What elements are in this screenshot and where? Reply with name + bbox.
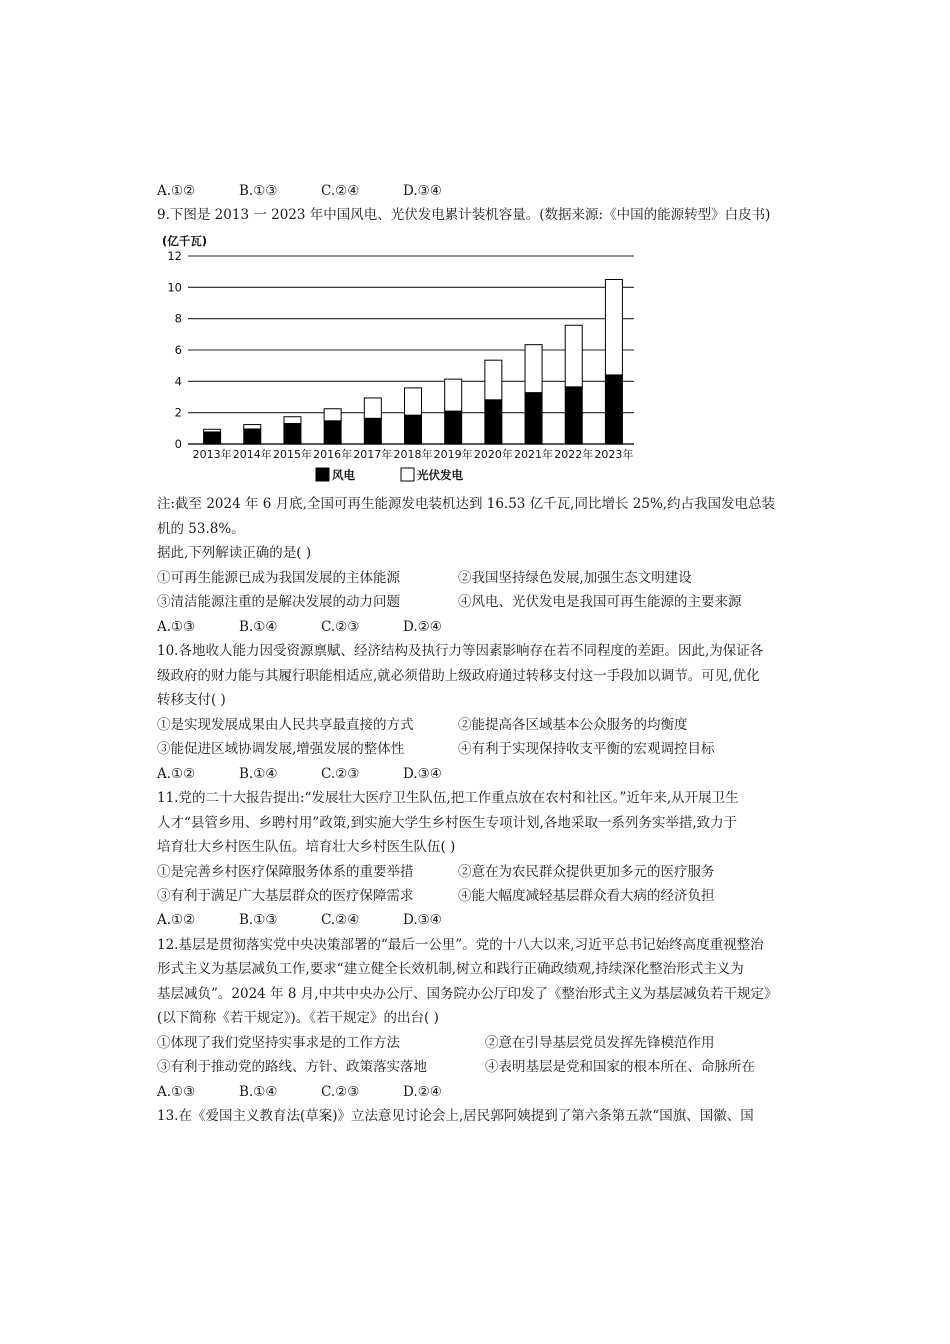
- q9-stem: 9.下图是 2013 一 2023 年中国风电、光伏发电累计装机容量。(数据来源:《中国的能源转型》白皮书): [157, 207, 771, 223]
- q10-statement-3: ③能促进区域协调发展,增强发展的整体性: [157, 741, 405, 757]
- q8-option-b: B.①③: [239, 183, 278, 199]
- bar-solar: [605, 280, 622, 375]
- q12-statement-3: ③有利于推动党的路线、方针、政策落实落地: [157, 1059, 427, 1075]
- bar-wind: [525, 393, 542, 444]
- x-tick-label: 2021年: [514, 448, 554, 461]
- q8-options: [157, 182, 442, 200]
- q9-options: [157, 618, 442, 636]
- q12-statement-2: ②意在引导基层党员发挥先锋模范作用: [485, 1035, 715, 1051]
- x-tick-label: 2018年: [393, 448, 433, 461]
- y-tick-label: 8: [174, 311, 182, 326]
- x-tick-label: 2016年: [313, 448, 353, 461]
- bar-solar: [445, 379, 462, 411]
- y-tick-label: 6: [174, 343, 182, 357]
- q12-option-b: B.①④: [239, 1084, 278, 1100]
- q10-statement-2: ②能提高各区域基本公众服务的均衡度: [458, 717, 688, 733]
- q12-options: [157, 1083, 442, 1101]
- y-axis-label: (亿千瓦): [162, 234, 208, 248]
- q8-option-a: A.①②: [157, 183, 196, 199]
- q9-option-d: D.②④: [403, 619, 442, 635]
- bar-solar: [284, 417, 301, 424]
- q11-statement-3: ③有利于满足广大基层群众的医疗保障需求: [157, 888, 414, 904]
- x-tick-label: 2013年: [192, 448, 232, 461]
- x-tick-label: 2014年: [232, 448, 272, 461]
- q9-question: 据此,下列解读正确的是( ): [157, 545, 312, 561]
- q10-line3: 转移支付( ): [157, 692, 226, 708]
- bar-solar: [244, 425, 261, 429]
- x-tick-label: 2017年: [353, 448, 393, 461]
- chart-bars: [204, 280, 623, 445]
- q11-options: [157, 911, 442, 929]
- x-tick-label: 2023年: [594, 448, 634, 461]
- bar-solar: [565, 325, 582, 387]
- chart-categories: [193, 447, 634, 461]
- q12-statements-row1: [157, 1034, 715, 1052]
- x-tick-label: 2015年: [272, 448, 312, 461]
- q9-statements-row1: [157, 569, 692, 587]
- q11-option-b: B.①③: [239, 912, 278, 928]
- q9-note-line2: 机的 53.8%。: [157, 521, 245, 537]
- capacity-chart: [160, 232, 640, 488]
- chart-legend: [316, 468, 463, 482]
- bar-solar: [204, 429, 221, 432]
- q11-statements-row1: [157, 863, 715, 881]
- bar-wind: [324, 421, 341, 444]
- bar-wind: [244, 429, 261, 444]
- legend-label-wind: 风电: [332, 468, 355, 482]
- bar-wind: [445, 411, 462, 444]
- bar-wind: [485, 400, 502, 444]
- q12-line3: 基层减负”。2024 年 8 月,中共中央办公厅、国务院办公厅印发了《整治形式主义为基层减负若干规定》: [157, 986, 778, 1002]
- x-tick-label: 2022年: [554, 448, 594, 461]
- q11-line1: 11.党的二十大报告提出:“发展壮大医疗卫生队伍,把工作重点放在农村和社区。”近年来,从开展卫生: [157, 790, 739, 806]
- q9-option-c: C.②③: [321, 619, 360, 635]
- q9-statement-3: ③清洁能源注重的是解决发展的动力问题: [157, 594, 400, 610]
- y-tick-label: 4: [174, 374, 182, 389]
- q10-option-a: A.①②: [157, 766, 196, 782]
- q12-statement-4: ④表明基层是党和国家的根本所在、命脉所在: [485, 1059, 755, 1075]
- q9-statement-4: ④风电、光伏发电是我国可再生能源的主要来源: [458, 594, 742, 610]
- q8-option-c: C.②④: [321, 183, 360, 199]
- q13-line1: 13.在《爱国主义教育法(草案)》立法意见讨论会上,居民郭阿姨提到了第六条第五款“国旗、国徽、国: [157, 1108, 754, 1124]
- y-tick-label: 0: [174, 437, 182, 451]
- bar-wind: [284, 423, 301, 444]
- bar-wind: [364, 418, 381, 444]
- bar-wind: [405, 415, 422, 444]
- q10-line1: 10.各地收人能力因受资源禀赋、经济结构及执行力等因素影响存在若不同程度的差距。因此,为保证各: [157, 643, 764, 659]
- q10-statement-4: ④有利于实现保持收支平衡的宏观调控目标: [458, 741, 715, 757]
- q11-statements-row2: [157, 887, 715, 905]
- legend-label-solar: 光伏发电: [417, 468, 463, 482]
- q12-line4: (以下简称《若干规定》)。《若干规定》的出台( ): [157, 1010, 439, 1026]
- q9-option-a: A.①③: [157, 619, 196, 635]
- q10-option-d: D.③④: [403, 766, 442, 782]
- q9-note-line1: 注:截至 2024 年 6 月底,全国可再生能源发电装机达到 16.53 亿千瓦,同比增长 25%,约占我国发电总装: [157, 496, 776, 512]
- q9-option-b: B.①④: [239, 619, 278, 635]
- bar-solar: [405, 388, 422, 415]
- q10-line2: 级政府的财力能与其履行职能相适应,就必须借助上级政府通过转移支付这一手段加以调节。可见,优化: [157, 668, 760, 684]
- q10-option-c: C.②③: [321, 766, 360, 782]
- q11-statement-2: ②意在为农民群众提供更加多元的医疗服务: [458, 864, 715, 880]
- q12-option-a: A.①③: [157, 1084, 196, 1100]
- y-tick-label: 10: [167, 280, 182, 295]
- q11-option-d: D.③④: [403, 912, 442, 928]
- bar-wind: [565, 387, 582, 444]
- q11-line2: 人才“县管乡用、乡聘村用”政策,到实施大学生乡村医生专项计划,各地采取一系列务实举措,致力于: [157, 815, 738, 831]
- q11-option-c: C.②④: [321, 912, 360, 928]
- q9-statement-1: ①可再生能源已成为我国发展的主体能源: [157, 570, 400, 586]
- bar-solar: [525, 345, 542, 393]
- q10-options: [157, 765, 442, 783]
- q11-line3: 培育壮大乡村医生队伍。培育壮大乡村医生队伍( ): [157, 839, 456, 855]
- x-tick-label: 2020年: [473, 448, 513, 461]
- legend-swatch-wind: [316, 468, 329, 481]
- q8-option-d: D.③④: [403, 183, 442, 199]
- q10-statement-1: ①是实现发展成果由人民共享最直接的方式: [157, 717, 414, 733]
- q9-statements-row2: [157, 593, 742, 611]
- bar-solar: [364, 398, 381, 418]
- q12-option-c: C.②③: [321, 1084, 360, 1100]
- q11-statement-4: ④能大幅度减轻基层群众看大病的经济负担: [458, 888, 715, 904]
- q12-line2: 形式主义为基层减负工作,要求“建立健全长效机制,树立和践行正确政绩观,持续深化整治形式主义为: [157, 961, 744, 977]
- bar-solar: [485, 360, 502, 400]
- y-tick-label: 12: [167, 249, 182, 263]
- y-tick-label: 2: [174, 405, 182, 420]
- q9-statement-2: ②我国坚持绿色发展,加强生态文明建设: [458, 570, 692, 586]
- q10-statements-row2: [157, 740, 715, 758]
- chart-ticks: [167, 249, 182, 451]
- q10-option-b: B.①④: [239, 766, 278, 782]
- bar-wind: [605, 375, 622, 444]
- legend-swatch-solar: [401, 468, 414, 481]
- bar-solar: [324, 409, 341, 421]
- x-tick-label: 2019年: [433, 448, 473, 461]
- q11-statement-1: ①是完善乡村医疗保障服务体系的重要举措: [157, 864, 414, 880]
- q12-option-d: D.②④: [403, 1084, 442, 1100]
- q12-line1: 12.基层是贯彻落实党中央决策部署的“最后一公里”。党的十八大以来,习近平总书记始终高度重视整治: [157, 937, 764, 953]
- q12-statements-row2: [157, 1058, 755, 1076]
- bar-wind: [204, 432, 221, 444]
- q11-option-a: A.①②: [157, 912, 196, 928]
- q10-statements-row1: [157, 716, 688, 734]
- q12-statement-1: ①体现了我们党坚持实事求是的工作方法: [157, 1035, 400, 1051]
